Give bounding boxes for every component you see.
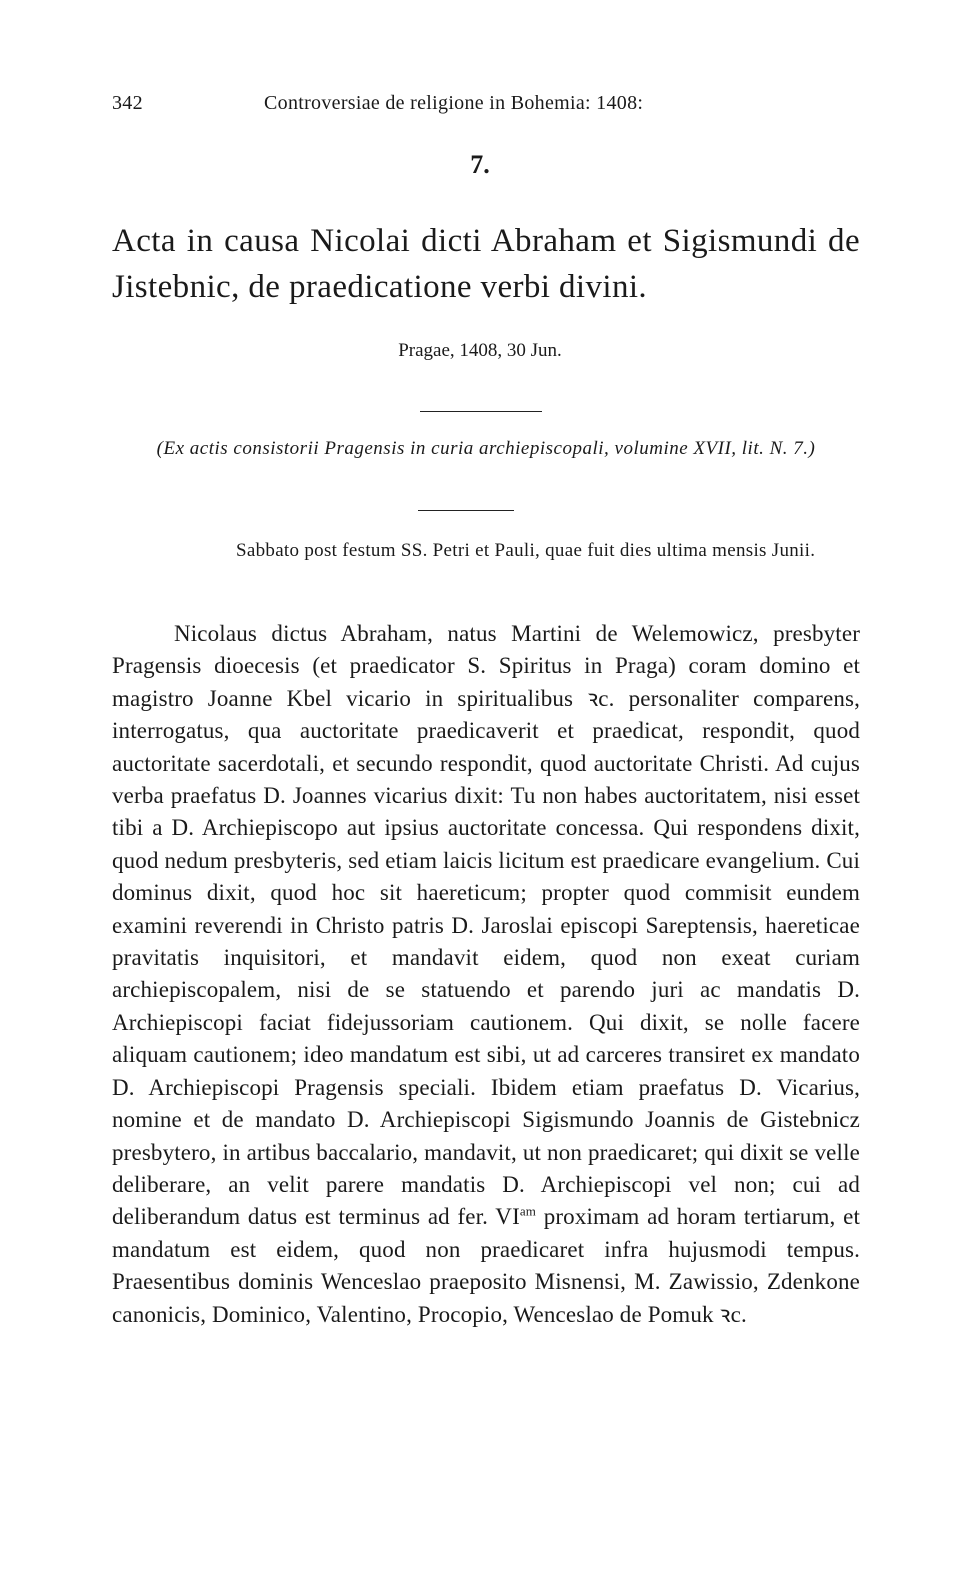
body-text-part2: proximam ad horam tertiarum, et mandatum est eidem, quod non praedicaret infra hujusmodi tempus. Praesentibus dominis Wenceslao praeposito Misnensi, M. Zawissio, Zdenkone canonicis, Dominico, Valentino, Procopio, Wenceslao de Pomuk ꝛc. (112, 1204, 860, 1327)
document-number: 7. (470, 150, 490, 179)
running-head (112, 92, 852, 122)
document-title: Acta in causa Nicolai dicti Abraham et Sigismundi de Jistebnic, de praedicatione verbi divini. (112, 223, 860, 305)
divider-rule-bottom (418, 510, 514, 511)
dateline: Sabbato post festum SS. Petri et Pauli, quae fuit dies ultima mensis Junii. (236, 540, 816, 561)
running-title: Controversiae de religione in Bohemia: 1408: (264, 92, 644, 114)
body-paragraph (112, 618, 860, 1331)
page-number: 342 (112, 92, 143, 114)
divider-rule-top (420, 411, 542, 412)
body-text-part1: Nicolaus dictus Abraham, natus Martini de Welemowicz, presbyter Pragensis dioecesis (et praedicator S. Spiritus in Praga) coram domino et magistro Joanne Kbel vicario in spiritualibus ꝛc. personaliter comparens, interrogatus, qua auctoritate praedicaverit et praedicat, respondit, quod auctoritate sacerdotali, et secundo respondit, quod auctoritate Christi. Ad cujus verba praefatus D. Joannes vicarius dixit: Tu non habes auctoritatem, nisi esset tibi a D. Archiepiscopo aut ipsius auctoritate concessa. Qui respondens dixit, quod nedum presbyteris, sed etiam laicis licitum est praedicare evangelium. Cui dominus dixit, quod hoc sit haereticum; propter quod commisit eundem examini reverendi in Christo patris D. Jaroslai episcopi Sareptensis, haereticae pravitatis inquisitori, et mandavit eidem, quod non exeat curiam archiepiscopalem, nisi de se statuendo et parendo juri ac mandatis D. Archiepiscopi faciat fidejussoriam cautionem. Qui dixit, se nolle facere aliquam cautionem; ideo mandatum est sibi, ut ad carceres transiret ex mandato D. Archiepiscopi Pragensis speciali. Ibidem etiam praefatus D. Vicarius, nomine et de mandato D. Archiepiscopi Sigismundo Joannis de Gistebnicz presbytero, in artibus baccalario, mandavit, ut non praedicaret; qui dixit se velle deliberare, an velit parere mandatis D. Archiepiscopi vel non; cui ad deliberandum datus est terminus ad fer. VI (112, 621, 860, 1230)
source-note: (Ex actis consistorii Pragensis in curia archiepiscopali, volumine XVII, lit. N. 7.) (156, 438, 816, 459)
body-superscript: am (519, 1203, 537, 1219)
place-date: Pragae, 1408, 30 Jun. (398, 340, 562, 361)
